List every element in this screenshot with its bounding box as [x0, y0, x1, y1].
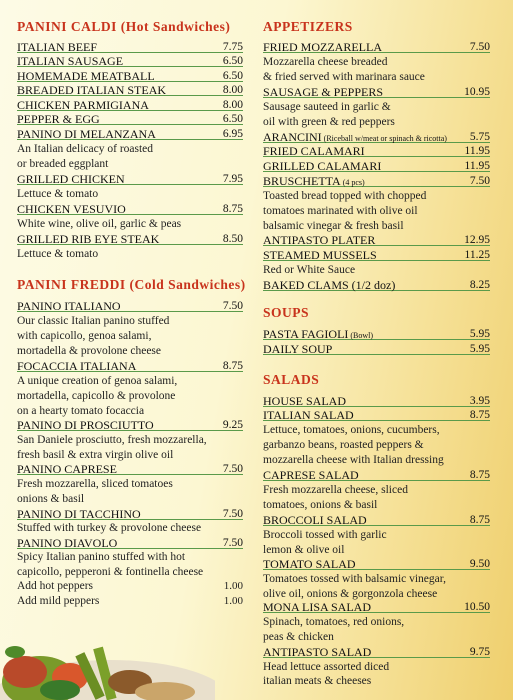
item-price: 6.50: [222, 113, 243, 125]
item-price: 8.00: [222, 84, 243, 96]
food-photo: [0, 622, 215, 700]
item-name: [17, 54, 123, 68]
menu-item-broccoli-salad: [263, 513, 490, 527]
item-description: [17, 374, 243, 389]
item-note: (Riceball w/meat or spinach & ricotta): [321, 134, 447, 143]
description-text: capicollo, pepperoni & fontinella cheese: [17, 566, 204, 578]
item-description: [17, 477, 243, 492]
menu-item-steamed-mussels: [263, 248, 490, 262]
item-description: [17, 550, 243, 565]
section-heading: PANINI FREDDI (Cold Sandwiches): [17, 277, 246, 292]
item-description: [263, 615, 490, 630]
item-description: [263, 498, 490, 513]
item-price: 8.75: [222, 203, 243, 215]
menu-item-italian-beef: [17, 40, 243, 54]
item-name-text: TOMATO SALAD: [263, 557, 356, 571]
item-price: 9.50: [469, 558, 490, 570]
item-name-text: FRIED CALAMARI: [263, 144, 365, 158]
item-description: [263, 630, 490, 645]
description-text: Red or White Sauce: [263, 264, 356, 276]
menu-item-daily-soup: [263, 342, 490, 356]
menu-item-panino-caprese: [17, 462, 243, 476]
section-heading: SALADS: [263, 372, 320, 387]
item-description: [263, 263, 490, 278]
description-text: italian meats & cheeses: [263, 675, 372, 687]
item-name: [17, 127, 156, 141]
item-description: [17, 187, 243, 202]
menu-item-antipasto-plater: [263, 233, 490, 247]
item-price: 8.00: [222, 99, 243, 111]
description-text: with capicollo, genoa salami,: [17, 330, 152, 342]
item-name: [263, 233, 375, 247]
item-price: 7.95: [222, 173, 243, 185]
item-price: 7.50: [222, 537, 243, 549]
item-description: [263, 543, 490, 558]
item-description: [263, 219, 490, 234]
item-price: 11.95: [464, 160, 490, 172]
item-name-text: PASTA FAGIOLI: [263, 327, 349, 341]
item-name: [17, 69, 155, 83]
item-description: [263, 438, 490, 453]
item-name: [17, 202, 126, 216]
item-name-text: BROCCOLI SALAD: [263, 513, 367, 527]
description-text: Broccoli tossed with garlic: [263, 529, 387, 541]
item-name-text: MONA LISA SALAD: [263, 600, 372, 614]
menu-item-grilled-rib-eye-steak: [17, 232, 243, 246]
description-text: Add hot peppers: [17, 580, 94, 592]
menu-item-homemade-meatball: [17, 69, 243, 83]
section-heading: PANINI CALDI (Hot Sandwiches): [17, 19, 231, 34]
item-description: [263, 100, 490, 115]
description-text: Fresh mozzarella, sliced tomatoes: [17, 478, 173, 490]
item-price: 8.75: [222, 360, 243, 372]
item-price: 10.50: [464, 601, 490, 613]
menu-item-italian-salad: [263, 408, 490, 422]
item-name: [17, 536, 117, 550]
item-name-text: PANINO ITALIANO: [17, 299, 121, 313]
item-name: [17, 40, 97, 54]
item-note: (Bowl): [348, 331, 374, 340]
item-name-text: GRILLED RIB EYE STEAK: [17, 232, 160, 246]
item-price: 8.50: [222, 233, 243, 245]
menu-item-chicken-parmigiana: [17, 98, 243, 112]
item-name: [263, 248, 377, 262]
item-name-text: PEPPER & EGG: [17, 112, 100, 126]
item-price: 6.95: [222, 128, 243, 140]
item-name-text: FRIED MOZZARELLA: [263, 40, 382, 54]
menu-item-antipasto-salad: [263, 645, 490, 659]
menu-item-arancini: [263, 130, 490, 144]
menu-item-panino-di-prosciutto: [17, 418, 243, 432]
item-price: 7.50: [222, 300, 243, 312]
item-name-text: CHICKEN PARMIGIANA: [17, 98, 149, 112]
item-name: [17, 359, 136, 373]
item-price: 11.95: [464, 145, 490, 157]
item-price: 8.25: [469, 279, 490, 291]
menu-item-bruschetta: [263, 174, 490, 188]
item-description: [263, 572, 490, 587]
item-description: [263, 674, 490, 689]
menu-item-baked-clams-1-2-doz: [263, 278, 490, 292]
description-text: fresh basil & extra virgin olive oil: [17, 449, 174, 461]
item-description: [17, 404, 243, 419]
section-heading: APPETIZERS: [263, 19, 353, 34]
item-name: [17, 172, 125, 186]
description-text: Tomatoes tossed with balsamic vinegar,: [263, 573, 447, 585]
item-note: (4 pcs): [340, 178, 365, 187]
description-text: oil with green & red peppers: [263, 116, 395, 128]
menu-item-caprese-salad: [263, 468, 490, 482]
item-name: [263, 174, 365, 190]
description-text: Lettuce, tomatoes, onions, cucumbers,: [263, 424, 440, 436]
item-name-text: GRILLED CHICKEN: [17, 172, 125, 186]
item-name: [263, 342, 332, 356]
item-price: 1.00: [223, 595, 243, 607]
item-name-text: BREADED ITALIAN STEAK: [17, 83, 167, 97]
item-name: [17, 112, 100, 126]
item-name-text: HOUSE SALAD: [263, 394, 347, 408]
item-price: 8.75: [469, 409, 490, 421]
item-price: 7.50: [222, 508, 243, 520]
item-description: [263, 453, 490, 468]
description-text: Fresh mozzarella cheese, sliced: [263, 484, 408, 496]
item-name-text: PANINO DI MELANZANA: [17, 127, 156, 141]
item-description: [263, 528, 490, 543]
description-text: tomatoes, onions & basil: [263, 499, 378, 511]
item-name: [263, 144, 365, 158]
item-price: 8.75: [469, 514, 490, 526]
description-text: Sausage sauteed in garlic &: [263, 101, 391, 113]
item-name: [17, 418, 154, 432]
menu-item-panino-di-tacchino: [17, 507, 243, 521]
description-text: An Italian delicacy of roasted: [17, 143, 154, 155]
item-name-text: CAPRESE SALAD: [263, 468, 359, 482]
item-price: 5.95: [469, 328, 490, 340]
menu-item-grilled-chicken: [17, 172, 243, 186]
item-description: [17, 217, 243, 232]
description-text: Head lettuce assorted diced: [263, 661, 390, 673]
item-description: [17, 329, 243, 344]
item-name-text: CHICKEN VESUVIO: [17, 202, 126, 216]
item-description: [17, 521, 243, 536]
description-text: mortadella, capicollo & provolone: [17, 390, 176, 402]
item-description: [17, 579, 243, 594]
menu-item-chicken-vesuvio: [17, 202, 243, 216]
item-price: 10.95: [464, 86, 490, 98]
item-name: [263, 85, 383, 99]
item-name: [17, 507, 141, 521]
description-text: olive oil, onions & gorgonzola cheese: [263, 588, 438, 600]
description-text: Lettuce & tomato: [17, 188, 99, 200]
item-name-text: ANTIPASTO PLATER: [263, 233, 376, 247]
item-price: 6.50: [222, 55, 243, 67]
item-price: 3.95: [469, 395, 490, 407]
item-description: [17, 157, 243, 172]
item-description: [263, 423, 490, 438]
item-name: [263, 394, 346, 408]
item-name: [263, 40, 382, 54]
item-description: [263, 115, 490, 130]
item-name: [263, 327, 373, 343]
item-price: 5.95: [469, 343, 490, 355]
item-name: [263, 513, 367, 527]
item-description: [17, 565, 243, 580]
description-text: on a hearty tomato focaccia: [17, 405, 145, 417]
item-name-text: GRILLED CALAMARI: [263, 159, 382, 173]
description-text: mortadella & provolone cheese: [17, 345, 162, 357]
item-description: [263, 189, 490, 204]
description-text: Our classic Italian panino stuffed: [17, 315, 170, 327]
item-price: 8.75: [469, 469, 490, 481]
item-name-text: SAUSAGE & PEPPERS: [263, 85, 384, 99]
description-text: peas & chicken: [263, 631, 334, 643]
item-name: [263, 408, 354, 422]
item-description: [17, 433, 243, 448]
menu-item-fried-calamari: [263, 144, 490, 158]
item-description: [263, 204, 490, 219]
item-name: [17, 299, 121, 313]
description-text: lemon & olive oil: [263, 544, 345, 556]
menu-item-panino-italiano: [17, 299, 243, 313]
item-price: 9.25: [222, 419, 243, 431]
description-text: Toasted bread topped with chopped: [263, 190, 427, 202]
menu-item-grilled-calamari: [263, 159, 490, 173]
item-name: [263, 645, 371, 659]
item-price: 1.00: [223, 580, 243, 592]
description-text: Stuffed with turkey & provolone cheese: [17, 522, 202, 534]
menu-item-mona-lisa-salad: [263, 600, 490, 614]
description-text: Add mild peppers: [17, 595, 100, 607]
item-name: [17, 98, 149, 112]
item-price: 7.50: [222, 463, 243, 475]
section-heading: SOUPS: [263, 305, 310, 320]
item-name-text: BAKED CLAMS (1/2 doz): [263, 278, 396, 292]
description-text: tomatoes marinated with olive oil: [263, 205, 418, 217]
description-text: Lettuce & tomato: [17, 248, 99, 260]
item-description: [17, 344, 243, 359]
item-name: [263, 600, 371, 614]
description-text: Spicy Italian panino stuffed with hot: [17, 551, 186, 563]
menu-item-italian-sausage: [17, 54, 243, 68]
menu-item-house-salad: [263, 394, 490, 408]
item-price: 7.50: [469, 41, 490, 53]
item-price: 7.75: [222, 41, 243, 53]
description-text: Spinach, tomatoes, red onions,: [263, 616, 405, 628]
item-description: [17, 247, 243, 262]
item-price: 12.95: [464, 234, 490, 246]
description-text: garbanzo beans, roasted peppers &: [263, 439, 424, 451]
item-price: 9.75: [469, 646, 490, 658]
item-name-text: ANTIPASTO SALAD: [263, 645, 372, 659]
item-name-text: DAILY SOUP: [263, 342, 333, 356]
description-text: & fried served with marinara sauce: [263, 71, 425, 83]
item-name-text: ITALIAN BEEF: [17, 40, 98, 54]
item-name-text: ITALIAN SAUSAGE: [17, 54, 124, 68]
menu-item-tomato-salad: [263, 557, 490, 571]
menu-item-sausage-peppers: [263, 85, 490, 99]
menu-item-breaded-italian-steak: [17, 83, 243, 97]
item-price: 7.50: [469, 175, 490, 187]
description-text: White wine, olive oil, garlic & peas: [17, 218, 182, 230]
menu-item-fried-mozzarella: [263, 40, 490, 54]
item-name-text: HOMEMADE MEATBALL: [17, 69, 155, 83]
item-name: [17, 83, 166, 97]
item-name: [17, 462, 117, 476]
item-name: [263, 468, 359, 482]
item-name-text: FOCACCIA ITALIANA: [17, 359, 137, 373]
description-text: balsamic vinegar & fresh basil: [263, 220, 404, 232]
item-name: [263, 557, 356, 571]
item-price: 6.50: [222, 70, 243, 82]
item-name: [263, 159, 381, 173]
item-description: [17, 594, 243, 609]
description-text: San Daniele prosciutto, fresh mozzarella,: [17, 434, 207, 446]
description-text: Mozzarella cheese breaded: [263, 56, 388, 68]
item-description: [263, 660, 490, 675]
description-text: mozzarella cheese with Italian dressing: [263, 454, 444, 466]
menu-item-focaccia-italiana: [17, 359, 243, 373]
item-description: [17, 448, 243, 463]
item-name-text: ITALIAN SALAD: [263, 408, 354, 422]
item-description: [263, 70, 490, 85]
item-description: [17, 492, 243, 507]
menu-item-panino-diavolo: [17, 536, 243, 550]
item-name-text: STEAMED MUSSELS: [263, 248, 377, 262]
description-text: or breaded eggplant: [17, 158, 109, 170]
item-description: [17, 389, 243, 404]
item-description: [263, 55, 490, 70]
item-name-text: ARANCINI: [263, 130, 322, 144]
item-description: [17, 142, 243, 157]
menu-item-pasta-fagioli: [263, 327, 490, 341]
item-price: 11.25: [464, 249, 490, 261]
menu-item-pepper-egg: [17, 112, 243, 126]
description-text: onions & basil: [17, 493, 85, 505]
item-name-text: PANINO DI PROSCIUTTO: [17, 418, 154, 432]
description-text: A unique creation of genoa salami,: [17, 375, 178, 387]
item-description: [263, 483, 490, 498]
item-name-text: PANINO DI TACCHINO: [17, 507, 141, 521]
item-name-text: PANINO DIAVOLO: [17, 536, 118, 550]
item-name-text: BRUSCHETTA: [263, 174, 341, 188]
item-name: [263, 278, 395, 292]
item-name: [17, 232, 159, 246]
menu-item-panino-di-melanzana: [17, 127, 243, 141]
item-name-text: PANINO CAPRESE: [17, 462, 117, 476]
item-description: [17, 314, 243, 329]
item-price: 5.75: [469, 131, 490, 143]
